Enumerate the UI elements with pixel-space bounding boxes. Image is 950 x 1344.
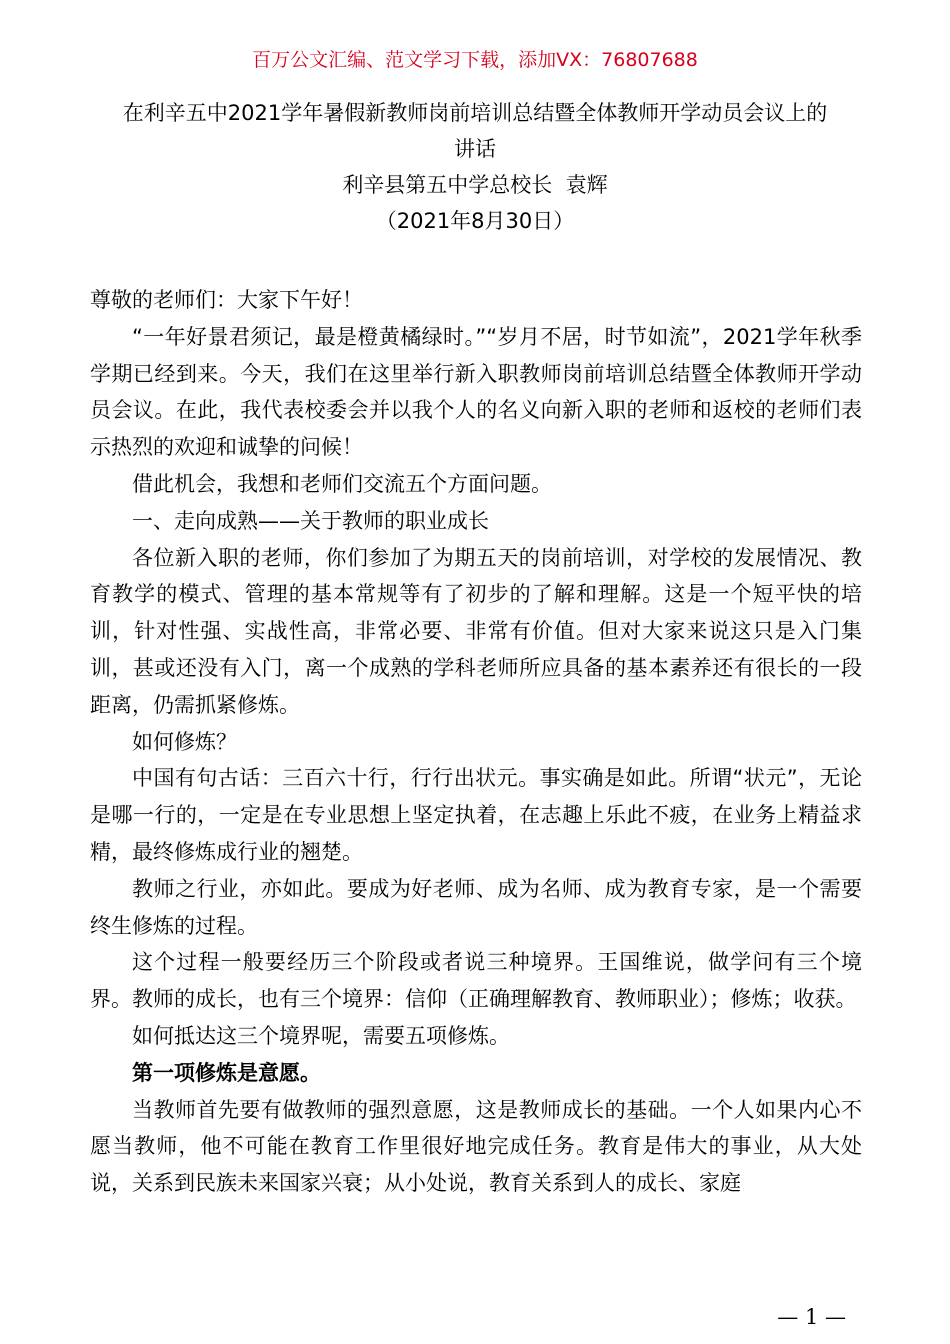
paragraph: 各位新入职的老师，你们参加了为期五天的岗前培训，对学校的发展情况、教育教学的模式、管理的基本常规等有了初步的了解和理解。这是一个短平快的培训，针对性强、实战性高，非常必要、非常有价值。但对大家来说这只是入门集训，甚或还没有入门，离一个成熟的学科老师所应具备的基本素养还有很长的一段距离，仍需抓紧修炼。 [90, 545, 862, 717]
title-line-1: 在利辛五中2021学年暑假新教师岗前培训总结暨全体教师开学动员会议上的 [122, 101, 828, 125]
page-number: — 1 — [777, 1305, 846, 1329]
paragraph: 如何修炼？ [132, 729, 237, 754]
salutation: 尊敬的老师们：大家下午好！ [90, 288, 363, 312]
date-line: （2021年8月30日） [375, 209, 575, 233]
author-line: 利辛县第五中学总校长 袁辉 [342, 173, 608, 197]
paragraph: 中国有句古话：三百六十行，行行出状元。事实确是如此。所谓“状元”，无论是哪一行的，一定是在专业思想上坚定执着，在志趣上乐此不疲，在业务上精益求精，最终修炼成行业的翘楚。 [90, 766, 862, 864]
paragraph: 借此机会，我想和老师们交流五个方面问题。 [132, 471, 552, 496]
bold-subheading: 第一项修炼是意愿。 [132, 1060, 321, 1085]
paragraph: 这个过程一般要经历三个阶段或者说三种境界。王国维说，做学问有三个境界。教师的成长，也有三个境界：信仰（正确理解教育、教师职业）；修炼；收获。 [90, 950, 862, 1012]
document-title-block [90, 95, 860, 239]
title-line-2: 讲话 [454, 137, 496, 161]
document-body [90, 282, 862, 1202]
paragraph: 当教师首先要有做教师的强烈意愿，这是教师成长的基础。一个人如果内心不愿当教师，他不可能在教育工作里很好地完成任务。教育是伟大的事业，从大处说，关系到民族未来国家兴衰；从小处说，教育关系到人的成长、家庭 [90, 1097, 862, 1196]
paragraph: 教师之行业，亦如此。要成为好老师、成为名师、成为教育专家，是一个需要终生修炼的过程。 [90, 876, 862, 938]
paragraph: 如何抵达这三个境界呢，需要五项修炼。 [132, 1023, 510, 1048]
paragraph: “一年好景君须记，最是橙黄橘绿时。”“岁月不居，时节如流”，2021学年秋季学期已经到来。今天，我们在这里举行新入职教师岗前培训总结暨全体教师开学动员会议。在此，我代表校委会并以我个人的名义向新入职的老师和返校的老师们表示热烈的欢迎和诚挚的问候！ [90, 324, 862, 460]
header-banner: 百万公文汇编、范文学习下载，添加VX：76807688 [252, 49, 698, 71]
section-heading: 一、走向成熟——关于教师的职业成长 [132, 508, 489, 533]
